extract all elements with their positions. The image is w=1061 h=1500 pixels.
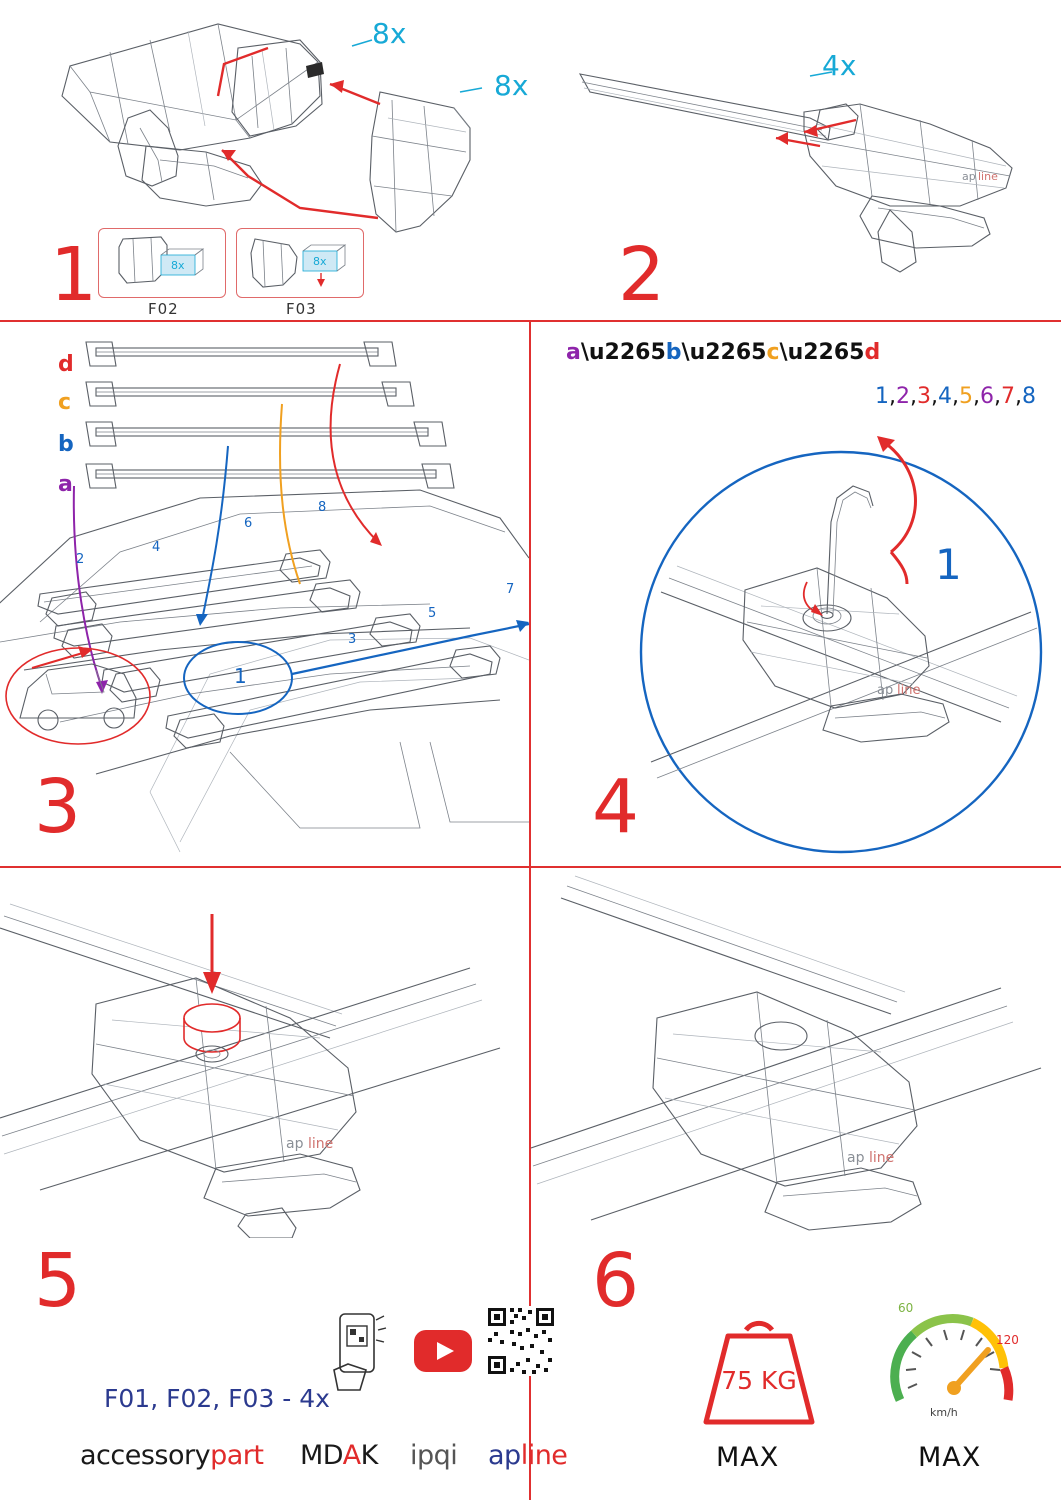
svg-text:ap: ap bbox=[962, 170, 976, 183]
svg-text:line: line bbox=[308, 1136, 334, 1152]
brand-ipqi bbox=[410, 1440, 457, 1471]
bar-number-2: 2 bbox=[76, 552, 85, 567]
brand-mdak-plain: MD bbox=[300, 1440, 343, 1471]
bar-number-5: 5 bbox=[428, 606, 437, 621]
max-load-label: MAX bbox=[716, 1442, 780, 1473]
phone-qr-icon[interactable] bbox=[326, 1312, 390, 1394]
max-load-value: 75 KG bbox=[721, 1366, 797, 1395]
svg-text:8x: 8x bbox=[313, 255, 327, 268]
part-box-f02 bbox=[98, 228, 226, 298]
svg-text:ap: ap bbox=[286, 1136, 304, 1152]
youtube-icon[interactable] bbox=[414, 1330, 472, 1372]
brand-mdak-tail: K bbox=[360, 1440, 378, 1471]
svg-text:8x: 8x bbox=[171, 259, 185, 272]
step-number-3: 3 bbox=[34, 764, 82, 850]
brand-apline bbox=[488, 1440, 567, 1471]
step1-qty-top: 8x bbox=[372, 17, 407, 50]
inequality-label: a\u2265b\u2265c\u2265d bbox=[566, 340, 881, 365]
part-code-f03: F03 bbox=[286, 300, 317, 318]
step-number-1: 1 bbox=[50, 232, 98, 318]
svg-text:ap: ap bbox=[877, 683, 894, 698]
bar-number-1: 1 bbox=[234, 664, 247, 688]
brand-mdak-accent: A bbox=[342, 1440, 361, 1471]
svg-text:ap: ap bbox=[847, 1150, 865, 1166]
step5-illustration bbox=[0, 868, 529, 1238]
bar-number-8: 8 bbox=[318, 500, 327, 515]
speed-unit-label: km/h bbox=[930, 1406, 958, 1419]
svg-text:line: line bbox=[897, 683, 921, 698]
brand-accessorypart-plain: accessory bbox=[80, 1440, 211, 1471]
letter-b: b bbox=[58, 432, 74, 457]
brand-apline-accent: line bbox=[520, 1440, 568, 1471]
bar-number-6: 6 bbox=[244, 516, 253, 531]
step-number-5: 5 bbox=[34, 1238, 82, 1324]
step5-panel bbox=[0, 868, 529, 1238]
part-list-label: F01, F02, F03 - 4x bbox=[104, 1384, 330, 1413]
brand-accessorypart-accent: part bbox=[210, 1440, 264, 1471]
qr-code-icon[interactable] bbox=[486, 1306, 556, 1376]
letter-c: c bbox=[58, 390, 72, 415]
step-number-4: 4 bbox=[592, 764, 640, 850]
step1-qty-right: 8x bbox=[494, 69, 529, 102]
part-box-f03 bbox=[236, 228, 364, 298]
step6-panel bbox=[531, 868, 1061, 1238]
step-number-2: 2 bbox=[618, 232, 666, 318]
bar-number-7: 7 bbox=[506, 582, 515, 597]
step-number-6: 6 bbox=[592, 1238, 640, 1324]
letter-d: d bbox=[58, 352, 74, 377]
speed-high-label: 120 bbox=[996, 1333, 1019, 1347]
step4-callout-number: 1 bbox=[935, 540, 962, 589]
max-speed-label: MAX bbox=[918, 1442, 982, 1473]
weight-icon bbox=[684, 1300, 834, 1430]
svg-text:line: line bbox=[978, 170, 998, 183]
svg-text:line: line bbox=[869, 1150, 895, 1166]
brand-accessorypart bbox=[80, 1440, 263, 1471]
speed-low-label: 60 bbox=[898, 1301, 914, 1315]
brand-mdak bbox=[300, 1440, 378, 1471]
part-code-f02: F02 bbox=[148, 300, 179, 318]
step2-qty: 4x bbox=[822, 49, 857, 82]
letter-a: a bbox=[58, 472, 73, 497]
brand-ipqi-plain: ipqi bbox=[410, 1440, 458, 1471]
brand-apline-plain: ap bbox=[488, 1440, 521, 1471]
step4-sequence: 1,2,3,4,5,6,7,8 bbox=[875, 384, 1036, 409]
bar-number-3: 3 bbox=[348, 632, 357, 647]
step6-illustration bbox=[531, 868, 1061, 1238]
bar-number-4: 4 bbox=[152, 540, 161, 555]
